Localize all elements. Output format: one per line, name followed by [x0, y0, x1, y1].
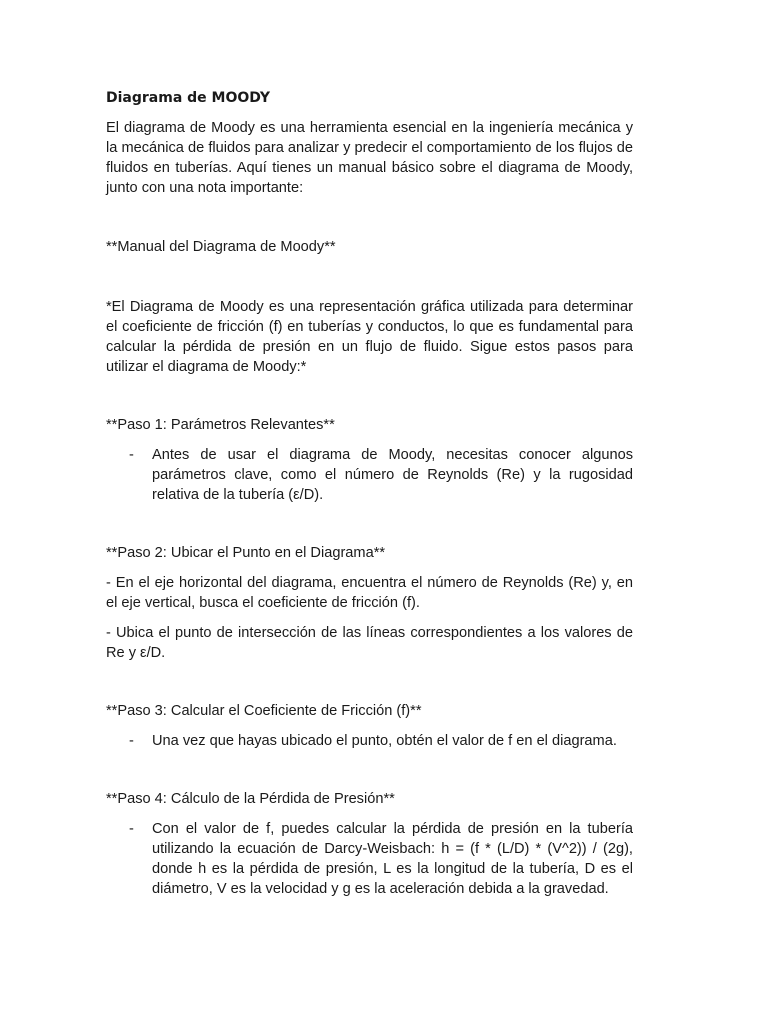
- step1-bullet: [106, 445, 633, 505]
- document-page: [106, 88, 633, 899]
- document-title: Diagrama de MOODY: [106, 90, 271, 106]
- step4-bullet-text: Con el valor de f, puedes calcular la pérdida de presión en la tubería utilizando la ecuación de Darcy-Weisbach: h = (f * (L/D) * (V^2)) / (2g), donde h es la pérdida de presión, L es la longitud de la tubería, D es el diámetro, V es la velocidad y g es la aceleración debida a la gravedad.: [152, 821, 633, 897]
- step2-heading: **Paso 2: Ubicar el Punto en el Diagrama**: [106, 545, 386, 561]
- step2-line2: - Ubica el punto de intersección de las líneas correspondientes a los valores de Re y ε/D.: [106, 625, 633, 661]
- step2-line1: - En el eje horizontal del diagrama, encuentra el número de Reynolds (Re) y, en el eje vertical, busca el coeficiente de fricción (f).: [106, 575, 633, 611]
- manual-heading: **Manual del Diagrama de Moody**: [106, 239, 336, 255]
- step4-heading: **Paso 4: Cálculo de la Pérdida de Presión**: [106, 791, 395, 807]
- bullet-dash: -: [129, 821, 134, 837]
- bullet-dash: -: [129, 733, 134, 749]
- step3-bullet-text: Una vez que hayas ubicado el punto, obtén el valor de f en el diagrama.: [152, 733, 617, 749]
- step4-bullet: [106, 819, 633, 899]
- step1-bullet-text: Antes de usar el diagrama de Moody, necesitas conocer algunos parámetros clave, como el número de Reynolds (Re) y la rugosidad relativa de la tubería (ε/D).: [152, 447, 633, 503]
- intro-paragraph: El diagrama de Moody es una herramienta esencial en la ingeniería mecánica y la mecánica de fluidos para analizar y predecir el comportamiento de los flujos de fluidos en tuberías. Aquí tienes un manual básico sobre el diagrama de Moody, junto con una nota importante:: [106, 120, 633, 196]
- step3-bullet: [106, 731, 633, 751]
- manual-paragraph: *El Diagrama de Moody es una representación gráfica utilizada para determinar el coeficiente de fricción (f) en tuberías y conductos, lo que es fundamental para calcular la pérdida de presión en un flujo de fluido. Sigue estos pasos para utilizar el diagrama de Moody:*: [106, 299, 633, 375]
- step3-heading: **Paso 3: Calcular el Coeficiente de Fricción (f)**: [106, 703, 422, 719]
- bullet-dash: -: [129, 447, 134, 463]
- step1-heading: **Paso 1: Parámetros Relevantes**: [106, 417, 335, 433]
